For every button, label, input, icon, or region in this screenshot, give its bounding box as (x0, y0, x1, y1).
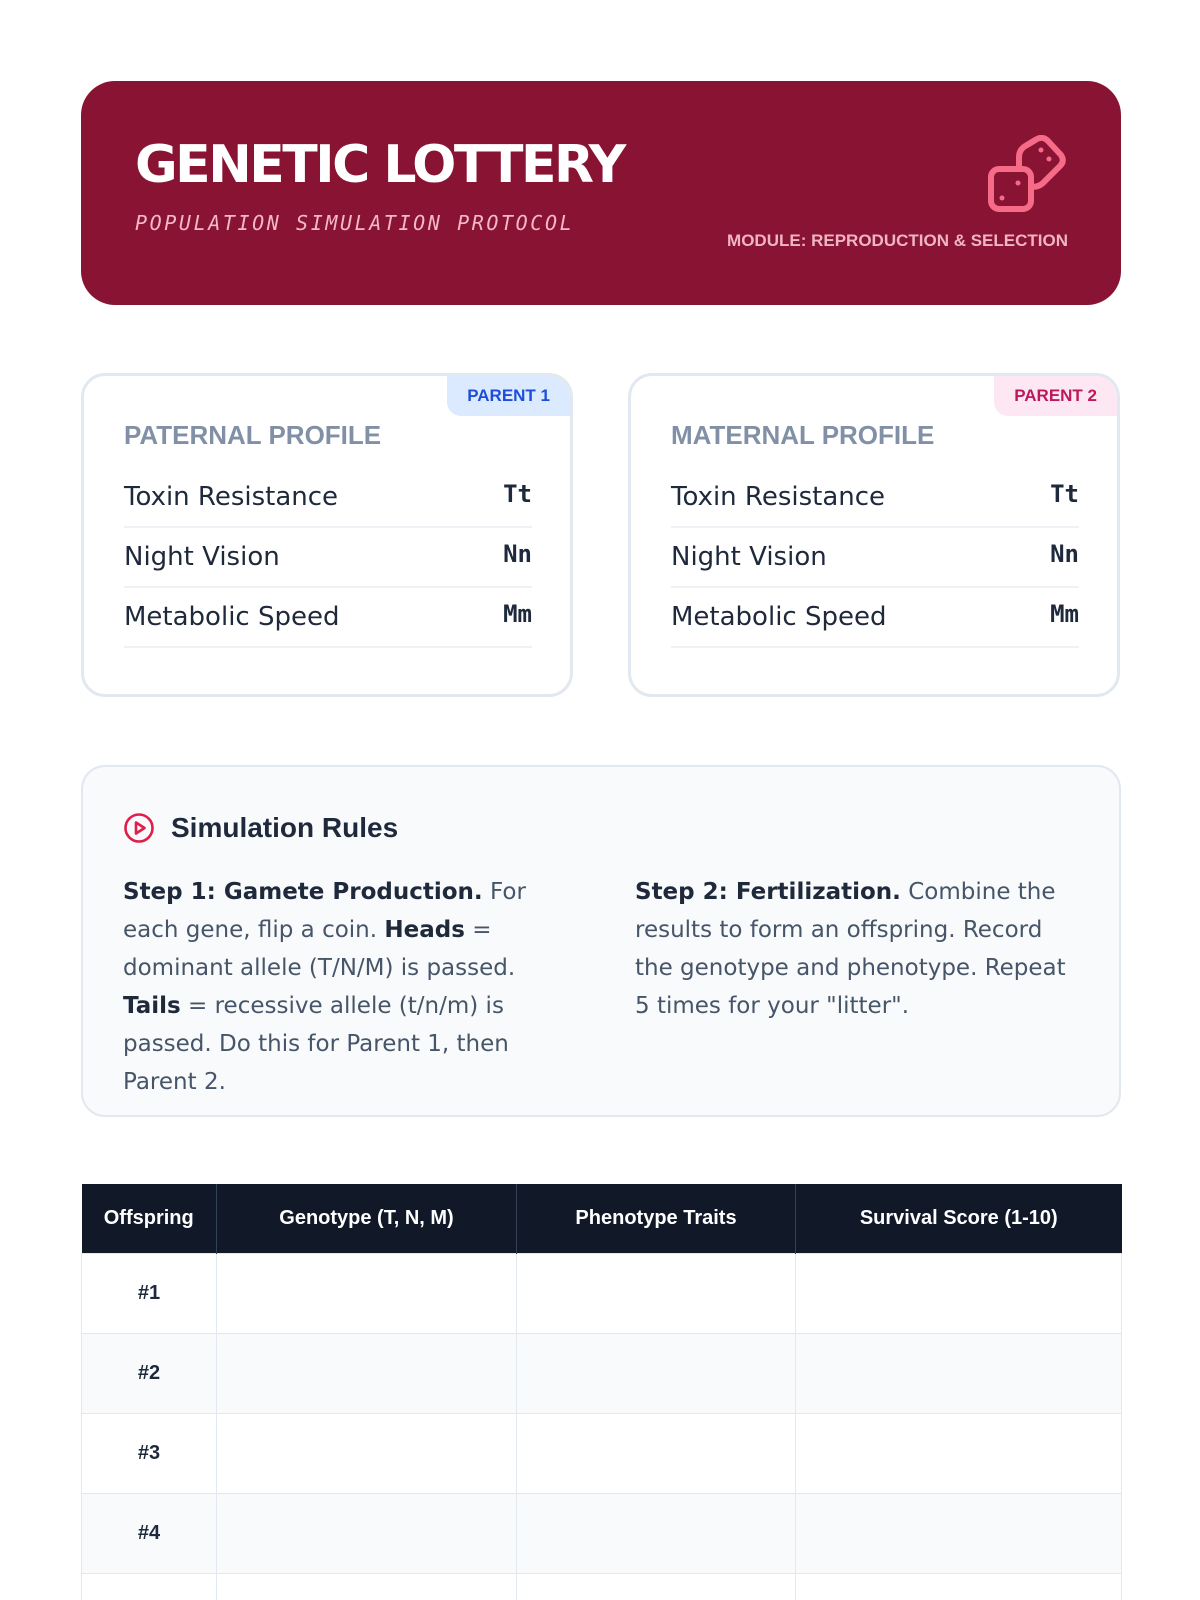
trait-name: Toxin Resistance (671, 482, 886, 512)
genotype-cell[interactable] (217, 1494, 517, 1574)
column-header-genotype: Genotype (T, N, M) (217, 1184, 517, 1254)
table-row (82, 1414, 1122, 1494)
trait-genotype: Tt (1050, 480, 1079, 508)
trait-name: Toxin Resistance (124, 482, 339, 512)
step-2-text (635, 873, 1085, 1025)
phenotype-cell[interactable] (517, 1254, 796, 1334)
trait-name: Night Vision (671, 542, 827, 572)
column-header-phenotype: Phenotype Traits (517, 1184, 796, 1254)
paternal-profile-card (81, 373, 573, 697)
trait-row (124, 528, 532, 588)
parent-1-badge: PARENT 1 (447, 376, 570, 416)
maternal-profile-title: MATERNAL PROFILE (671, 420, 935, 450)
offspring-table (81, 1184, 1122, 1600)
offspring-id (82, 1574, 217, 1600)
heads-term: Heads (384, 917, 465, 943)
step-1-body: = dominant allele (T/N/M) is passed. (123, 917, 516, 981)
paternal-profile-title: PATERNAL PROFILE (124, 420, 382, 450)
table-header-row (82, 1184, 1122, 1254)
trait-genotype: Mm (503, 600, 532, 628)
header-banner (81, 81, 1121, 305)
table-row (82, 1494, 1122, 1574)
table-row (82, 1254, 1122, 1334)
survival-score-cell[interactable] (796, 1254, 1122, 1334)
step-1-body: For each gene, flip a coin. (123, 879, 526, 943)
offspring-id: #4 (82, 1494, 217, 1574)
trait-row (124, 468, 532, 528)
genotype-cell[interactable] (217, 1414, 517, 1494)
survival-score-cell[interactable] (796, 1334, 1122, 1414)
trait-name: Night Vision (124, 542, 280, 572)
step-1-heading: Step 1: Gamete Production. (123, 879, 483, 905)
trait-name: Metabolic Speed (124, 602, 340, 632)
maternal-trait-list (671, 468, 1079, 648)
phenotype-cell[interactable] (517, 1414, 796, 1494)
survival-score-cell[interactable] (796, 1494, 1122, 1574)
maternal-profile-card (628, 373, 1120, 697)
column-header-survival-score: Survival Score (1-10) (796, 1184, 1122, 1254)
trait-row (671, 588, 1079, 648)
trait-row (671, 468, 1079, 528)
trait-genotype: Nn (1050, 540, 1079, 568)
trait-genotype: Nn (503, 540, 532, 568)
trait-row (124, 588, 532, 648)
genotype-cell[interactable] (217, 1334, 517, 1414)
step-1-text (123, 873, 563, 1101)
paternal-trait-list (124, 468, 532, 648)
step-2-heading: Step 2: Fertilization. (635, 879, 901, 905)
genotype-cell[interactable] (217, 1254, 517, 1334)
simulation-rules-panel (81, 765, 1121, 1117)
phenotype-cell[interactable] (517, 1334, 796, 1414)
column-header-offspring: Offspring (82, 1184, 217, 1254)
offspring-id: #1 (82, 1254, 217, 1334)
page-subtitle: POPULATION SIMULATION PROTOCOL (135, 211, 575, 235)
table-row (82, 1334, 1122, 1414)
parent-2-badge: PARENT 2 (994, 376, 1117, 416)
phenotype-cell[interactable] (517, 1494, 796, 1574)
tails-term: Tails (123, 993, 181, 1019)
rules-title: Simulation Rules (171, 812, 399, 843)
module-label: MODULE: REPRODUCTION & SELECTION (727, 231, 1068, 250)
trait-genotype: Tt (503, 480, 532, 508)
offspring-id: #3 (82, 1414, 217, 1494)
play-circle-icon (123, 812, 155, 844)
trait-name: Metabolic Speed (671, 602, 887, 632)
page-title: GENETIC LOTTERY (135, 135, 624, 195)
phenotype-cell[interactable] (517, 1574, 796, 1600)
step-1-body: = recessive allele (t/n/m) is passed. Do this for Parent 1, then Parent 2. (123, 993, 509, 1095)
table-row (82, 1574, 1122, 1600)
survival-score-cell[interactable] (796, 1414, 1122, 1494)
rules-header (123, 811, 398, 845)
survival-score-cell[interactable] (796, 1574, 1122, 1600)
offspring-id: #2 (82, 1334, 217, 1414)
genotype-cell[interactable] (217, 1574, 517, 1600)
dice-icon (987, 135, 1067, 215)
step-2-body: Combine the results to form an offspring. Record the genotype and phenotype. Repeat 5 times for your "litter". (635, 879, 1066, 1019)
trait-genotype: Mm (1050, 600, 1079, 628)
trait-row (671, 528, 1079, 588)
